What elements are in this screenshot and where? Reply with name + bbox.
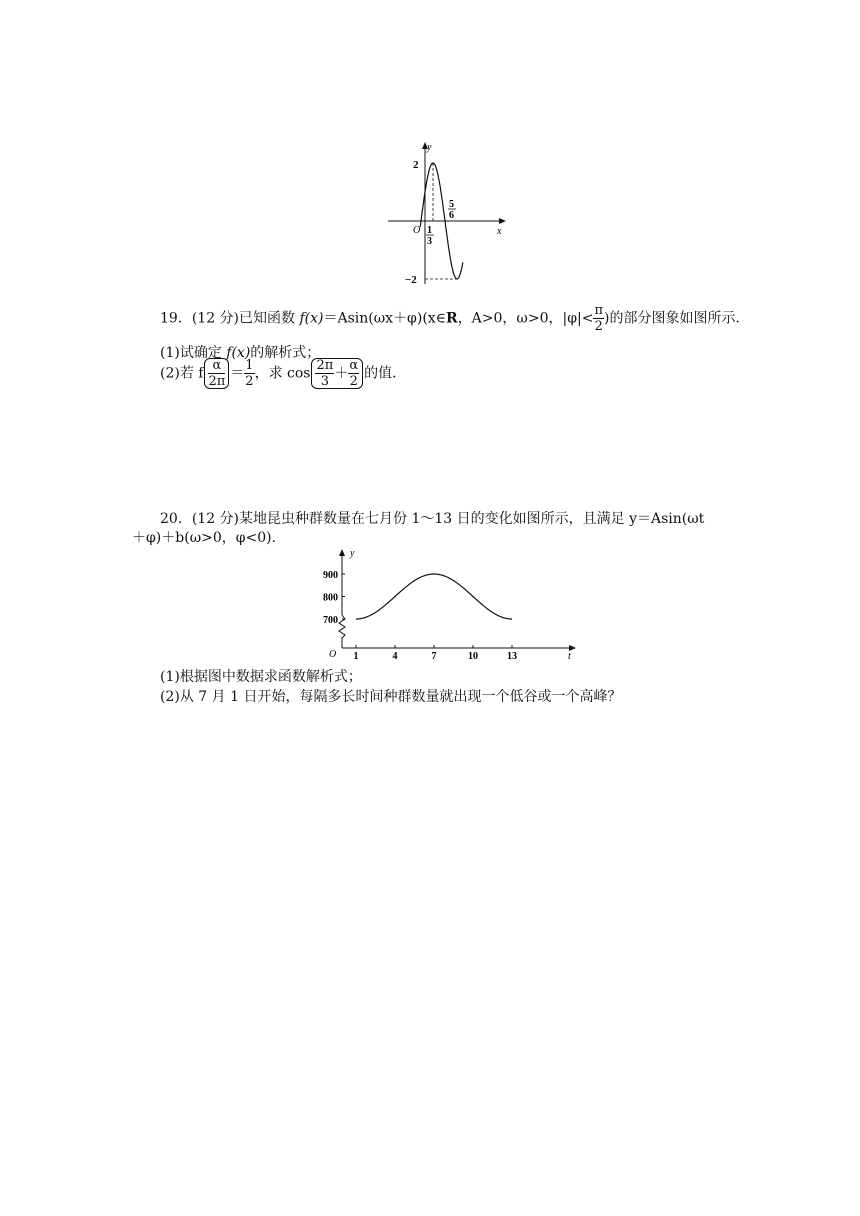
fig2-y-tick-label: 900 (323, 570, 338, 581)
fig2-x-tick-label: 4 (392, 651, 398, 660)
q19-intro-c: ，A>0，ω>0，|φ|< (457, 310, 594, 327)
q19-alpha: α (208, 359, 225, 374)
fig2-x-tick-label: 10 (468, 651, 478, 660)
fig2-x-tick-label: 7 (431, 651, 437, 660)
fig1-origin-label: O (413, 225, 421, 236)
fig1-ymax-label: 2 (413, 159, 419, 171)
q19-number: 19． (160, 310, 192, 327)
fig1-x-arrow (499, 218, 506, 224)
q20-part1-text: (1)根据图中数据求函数解析式； (160, 669, 362, 685)
q19-part1-f: f(x) (226, 345, 251, 361)
q19-half-num: 1 (245, 358, 254, 373)
q19-part2 (160, 358, 406, 389)
q19-pi-num: π (594, 303, 604, 318)
fig1-x-label: x (497, 226, 502, 237)
q19-real-set: R (446, 310, 458, 327)
q19-eq: ＝ (230, 365, 245, 382)
fig1-y-label: y (427, 142, 432, 153)
q19-part1-b: 的解析式； (250, 345, 321, 361)
q19-alpha-over-2 (348, 359, 359, 388)
q19-pi-over-2 (593, 304, 604, 333)
fig2-y-tick-label: 700 (323, 615, 338, 626)
q19-part1-a: (1)试确定 (160, 345, 227, 361)
q20-stem-line1 (160, 508, 704, 528)
fig2-y-arrow (339, 549, 345, 556)
figure2-population-chart (310, 545, 580, 660)
q19-part2-b: ，求 cos (254, 365, 311, 382)
fig2-origin-label: O (329, 649, 337, 660)
fig1-ymin-label: −2 (405, 274, 417, 285)
fig1-x1-num: 1 (427, 225, 432, 236)
q19-2pi3-den: 3 (320, 374, 330, 389)
q19-part2-c: 的值． (364, 365, 407, 382)
q19-2pi-over-3 (315, 359, 334, 388)
q19-intro-d: )的部分图象如图所示． (604, 310, 750, 327)
q19-intro-b: ＝A (323, 310, 348, 327)
fig1-x1-den: 3 (427, 236, 432, 247)
fig2-x-tick-label: 1 (353, 651, 359, 660)
fig2-axis-break (339, 615, 345, 648)
q20-part1 (160, 666, 362, 686)
q19-plus: ＋ (334, 365, 349, 382)
q19-part2-a: (2)若 f (160, 365, 204, 382)
figure1-sine-graph (380, 140, 510, 285)
q19-one-half (244, 359, 254, 388)
q19-paren-1 (204, 358, 229, 389)
fig2-y-label: y (350, 548, 355, 559)
q19-alpha2-num: α (349, 358, 359, 373)
q20-line2: ＋φ)＋b(ω>0，φ<0)． (132, 530, 286, 546)
q19-intro-a: (12 分)已知函数 (191, 310, 300, 327)
q19-alpha-over-2pi (208, 359, 225, 388)
q20-number: 20． (160, 511, 192, 527)
fig2-population-curve (356, 574, 512, 619)
q20-line1: (12 分)某地昆虫种群数量在七月份 1～13 日的变化如图所示，且满足 y＝Asin(ωt (191, 511, 705, 527)
fig2-x-label: t (568, 651, 571, 660)
q19-2pi3-num: 2π (316, 358, 334, 373)
fig2-x-tick-label: 13 (507, 651, 517, 660)
q19-sin-expr: sin(ωx＋φ)(x∈ (347, 310, 447, 327)
q19-alpha2-den: 2 (349, 374, 358, 389)
q19-stem (160, 304, 749, 333)
q19-paren-2 (311, 358, 363, 389)
q19-fx: f(x) (299, 310, 324, 327)
fig1-x2-num: 5 (449, 199, 454, 210)
q20-stem-line2 (132, 527, 286, 547)
q20-part2 (160, 686, 621, 706)
fig2-y-tick-label: 800 (323, 592, 338, 604)
q19-pi-den: 2 (594, 319, 603, 334)
q20-part2-text: (2)从 7 月 1 日开始，每隔多长时间种群数量就出现一个低谷或一个高峰？ (160, 689, 622, 705)
q19-half-den: 2 (245, 374, 254, 389)
fig1-x2-den: 6 (449, 210, 454, 221)
q19-2pi: 2π (208, 374, 226, 389)
